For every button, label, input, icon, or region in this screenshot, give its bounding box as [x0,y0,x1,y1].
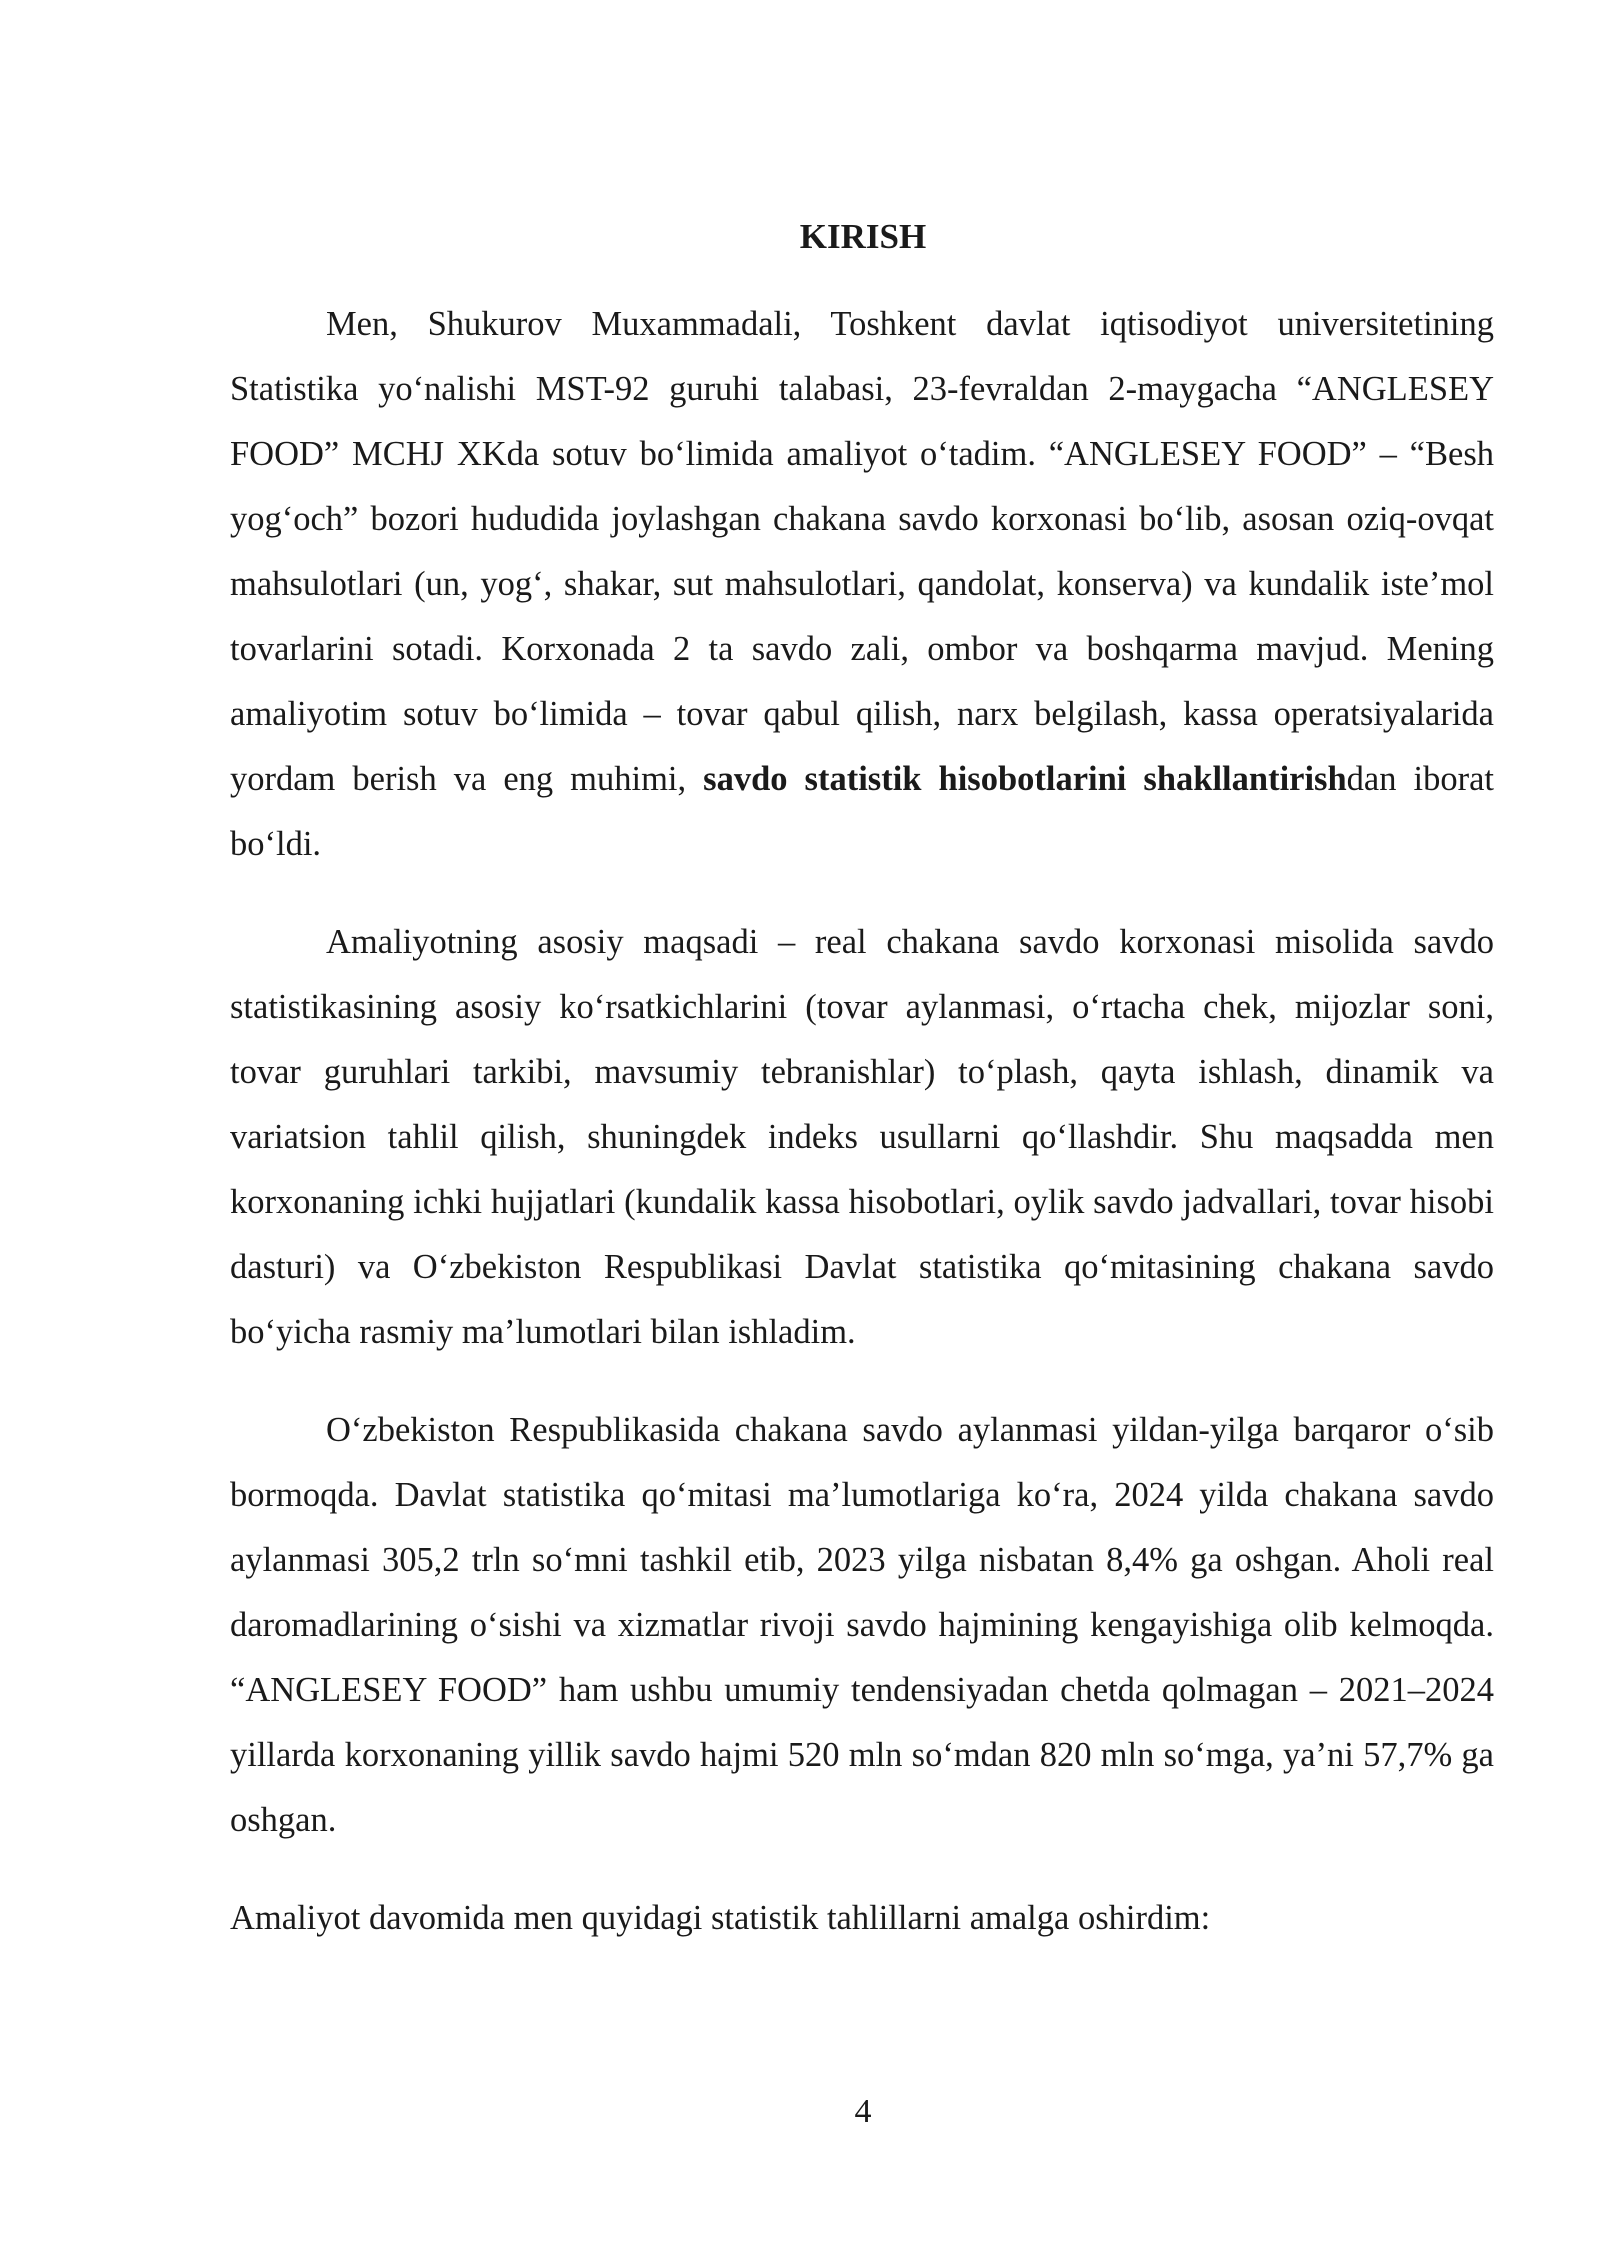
section-heading: KIRISH [799,217,927,256]
bold-phrase: savdo statistik hisobotlarini shakllantirish [703,760,1347,798]
paragraph-purpose: Amaliyotning asosiy maqsadi – real chakana savdo korxonasi misolida savdo statistikasining asosiy ko‘rsatkichlarini (tovar aylanmasi, o‘rtacha chek, mijozlar soni, tovar guruhlari tarkibi, mavsumiy tebranishlar) to‘plash, qayta ishlash, dinamik va variatsion tahlil qilish, shuningdek indeks usullarni qo‘llashdir. Shu maqsadda men korxonaning ichki hujjatlari (kundalik kassa hisobotlari, oylik savdo jadvallari, tovar hisobi dasturi) va O‘zbekiston Respublikasi Davlat statistika qo‘mitasining chakana savdo bo‘yicha rasmiy ma’lumotlari bilan ishladim. [230,923,1494,1351]
paragraph-retail-trade: O‘zbekiston Respublikasida chakana savdo aylanmasi yildan-yilga barqaror o‘sib bormoqda. Davlat statistika qo‘mitasi ma’lumotlariga ko‘ra, 2024 yilda chakana savdo aylanmasi 305,2 trln so‘mni tashkil etib, 2023 yilga nisbatan 8,4% ga oshgan. Aholi real daromadlarining o‘sishi va xizmatlar rivoji savdo hajmining kengayishiga olib kelmoqda. “ANGLESEY FOOD” ham ushbu umumiy tendensiyadan chetda qolmagan – 2021–2024 yillarda korxonaning yillik savdo hajmi 520 mln so‘mdan 820 mln so‘mga, ya’ni 57,7% ga oshgan. [230,1411,1494,1839]
page-number: 4 [854,2093,872,2130]
paragraph-introduction [230,292,1494,877]
paragraph-introduction-text: Men, Shukurov Muxammadali, Toshkent davlat iqtisodiyot universitetining Statistika yo‘nalishi MST-92 guruhi talabasi, 23-fevraldan 2-maygacha “ANGLESEY FOOD” MCHJ XKda sotuv bo‘limida amaliyot o‘tadim. “ANGLESEY FOOD” – “Besh yog‘och” bozori hududida joylashgan chakana savdo korxonasi bo‘lib, asosan oziq-ovqat mahsulotlari (un, yog‘, shakar, sut mahsulotlari, qandolat, konserva) va kundalik iste’mol tovarlarini sotadi. Korxonada 2 ta savdo zali, ombor va boshqarma mavjud. Mening amaliyotim sotuv bo‘limida – tovar qabul qilish, narx belgilash, kassa operatsiyalarida yordam berish va eng muhimi, [230,305,1494,798]
body-text [230,292,1494,1951]
paragraph-analyses-intro: Amaliyot davomida men quyidagi statistik tahlillarni amalga oshirdim: [230,1899,1211,1937]
paragraph-introduction-ending: dan iborat bo‘ldi. [230,760,1494,863]
